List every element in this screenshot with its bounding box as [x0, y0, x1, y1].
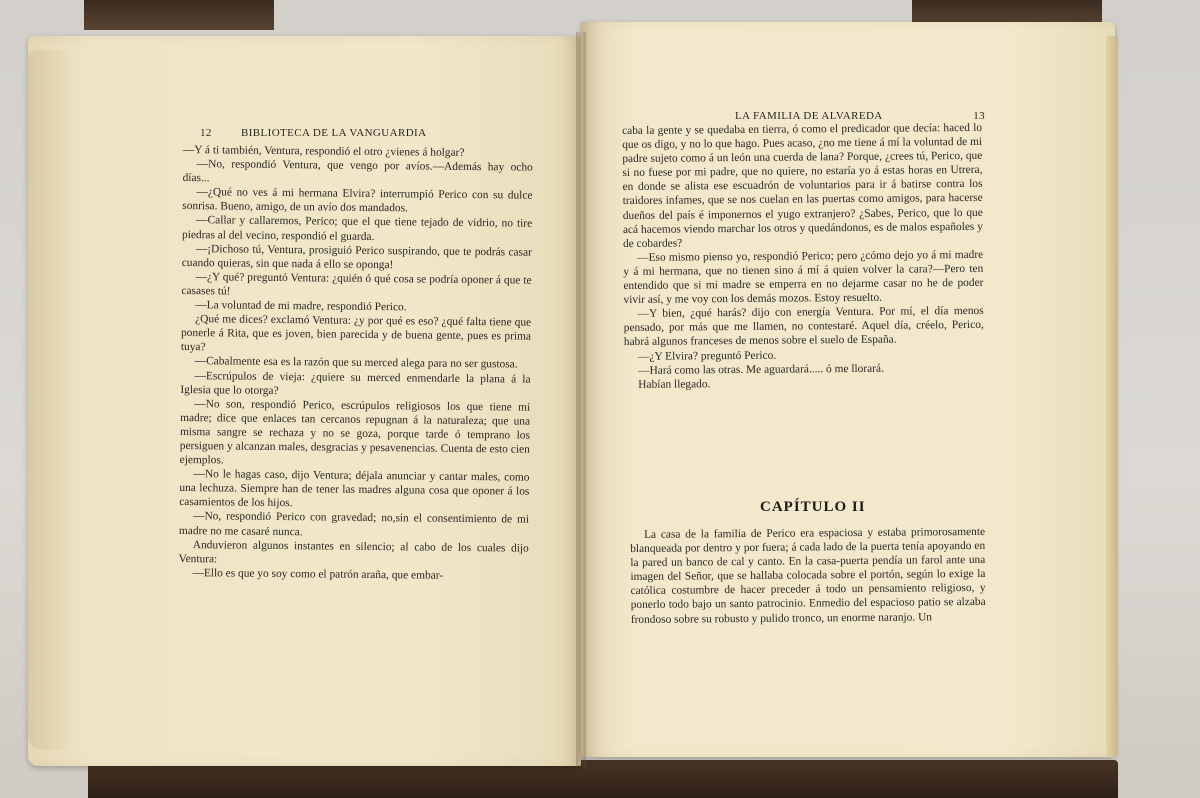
left-header-title: BIBLIOTECA DE LA VANGUARDIA: [240, 127, 427, 139]
right-page-number: 13: [973, 110, 985, 122]
paragraph: Habían llegado.: [638, 377, 711, 391]
paragraph: —Eso mismo pienso yo, respondió Perico; pero ¿cómo dejo yo á mi madre y á mi hermana, que no tienen sino á mí á quien volver la cara?—Pero ten entendido que si mi madre se emperra en no dejarme casar no he de poder vivir así, y me voy con los demás mozos. Estoy resuelto.: [623, 248, 984, 307]
paragraph: —Ello es que yo soy como el patrón araña, que embar-: [192, 566, 444, 582]
right-header-title: LA FAMILIA DE ALVAREDA: [735, 110, 883, 122]
left-running-header: [200, 127, 500, 139]
right-page-edge: [1106, 36, 1118, 756]
left-page-number: 12: [200, 127, 212, 139]
paragraph: —Hará como las otras. Me aguardará..... ó me llorará.: [638, 362, 884, 377]
paragraph: —No, respondió Perico con gravedad; no,sin el consentimiento de mi madre no me casaré nunca.: [178, 510, 530, 538]
paragraph: —Callar y callaremos, Perico; que el que tiene tejado de vidrio, no tire piedras al del vecino, respondió el guarda.: [181, 214, 533, 243]
paragraph: Anduvieron algunos instantes en silencio; al cabo de los cuales dijo Ventura:: [178, 538, 529, 566]
paragraph: —Y bien, ¿qué harás? dijo con energía Ventura. Por mí, el día menos pensado, por más que me llamen, no contestaré. Aquel día, créelo, Perico, habrá algunos franceses de menos sobre el suelo de España.: [623, 305, 984, 349]
left-page-edge: [28, 50, 68, 750]
paragraph: —¿Qué no ves á mi hermana Elvira? interrumpió Perico con su dulce sonrisa. Bueno, amigo, de un avío dos mandados.: [182, 186, 533, 215]
chapter-text: [630, 525, 986, 627]
paragraph: caba la gente y se quedaba en tierra, ó como el predicador que decía: haced lo que os digo, y no lo que hago. Pues acaso, ¿no me tiene á mí la voluntad de mi padre sujeto como á un león una cuerda de lana? Porque, ¿crees tú, Perico, que si no fuese por mi padre, que no quiere, no estaría yo á estas horas en Utrera, en donde se alista ese escuadrón de voluntarios para ir á batirse contra los traidores infames, que se nos cuelan en las puertas como amigos, para hacerse dueños del país é imponernos el yugo extranjero? ¿Sabes, Perico, que lo que acá hacemos viendo marchar los otros y quedándonos, es de malos españoles y de cobardes?: [622, 121, 983, 250]
paragraph: La casa de la familia de Perico era espaciosa y estaba primorosamente blanqueada por dentro y por fuera; á cada lado de la puerta tenía apoyando en la pared un banco de cal y canto. En la casa-puerta pendía un farol ante una imagen del Señor, que se hallaba colocada sobre el portón, según lo exige la católica costumbre de hacer preceder á todo un pensamiento religioso, y ponerlo todo bajo un santo patrocinio. Enmedio del espacioso patio se alzaba frondoso sobre su robusto y pulido tronco, un enorme naranjo. Un: [630, 525, 986, 626]
paragraph: —No, respondió Ventura, que vengo por avíos.—Además hay ocho días...: [182, 158, 533, 185]
paragraph: ¿Qué me dices? exclamó Ventura: ¿y por qué es eso? ¿qué falta tiene que ponerle á Rita, que es joven, bien parecida y de buena gente, pues es prima tuya?: [180, 313, 532, 354]
book-gutter: [576, 32, 586, 767]
right-page-text: [622, 121, 984, 392]
paragraph: —¿Y Elvira? preguntó Perico.: [637, 349, 777, 363]
paragraph: —Cabalmente esa es la razón que su merced alega para no ser gustosa.: [194, 355, 518, 371]
paragraph: —La voluntad de mi madre, respondió Perico.: [195, 299, 407, 314]
paragraph: —Y á ti también, Ventura, respondió el otro ¿vienes á holgar?: [182, 143, 465, 159]
paragraph: —¿Y qué? preguntó Ventura: ¿quién ó qué cosa se podría oponer á que te casases tú!: [181, 270, 532, 298]
paragraph: —¡Dichoso tú, Ventura, prosiguió Perico suspirando, que te podrás casar cuando quieras, sin que nada á ello se oponga!: [181, 242, 532, 271]
paragraph: —No son, respondió Perico, escrúpulos religiosos los que tiene mi madre; dice que enlaces tan cercanos repugnan á la naturaleza; que una misma sangre se rechaza y no se goza, porque tarde ó temprano los persiguen y alcanzan males, desgracias y pesavenencias. Cuenta de esto cien ejemplos.: [179, 397, 531, 467]
paragraph: —Escrúpulos de vieja: ¿quiere su merced enmendarle la plana á la Iglesia que lo otorga?: [180, 369, 531, 397]
left-page-text: [178, 143, 533, 584]
chapter-heading: CAPÍTULO II: [760, 499, 866, 515]
paragraph: —No le hagas caso, dijo Ventura; déjala anunciar y cantar males, como una lechuza. Siempre han de tener las madres alguna cosa que oponer á los casamientos de los hijos.: [179, 468, 530, 510]
